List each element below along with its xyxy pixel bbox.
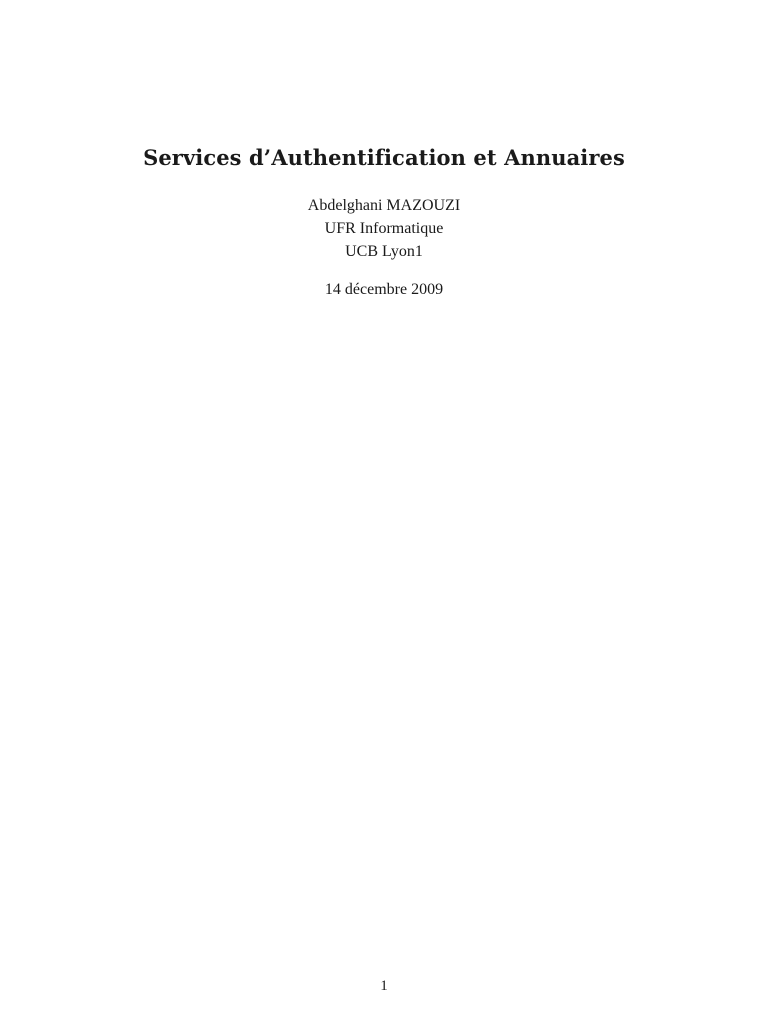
author-department: UFR Informatique [324, 220, 444, 237]
document-date: 14 décembre 2009 [324, 281, 444, 298]
document-title: Services d’Authentification et Annuaires [143, 145, 625, 170]
page-number: 1 [380, 978, 388, 994]
author-institution: UCB Lyon1 [345, 243, 423, 260]
author-name: Abdelghani MAZOUZI [307, 197, 461, 214]
